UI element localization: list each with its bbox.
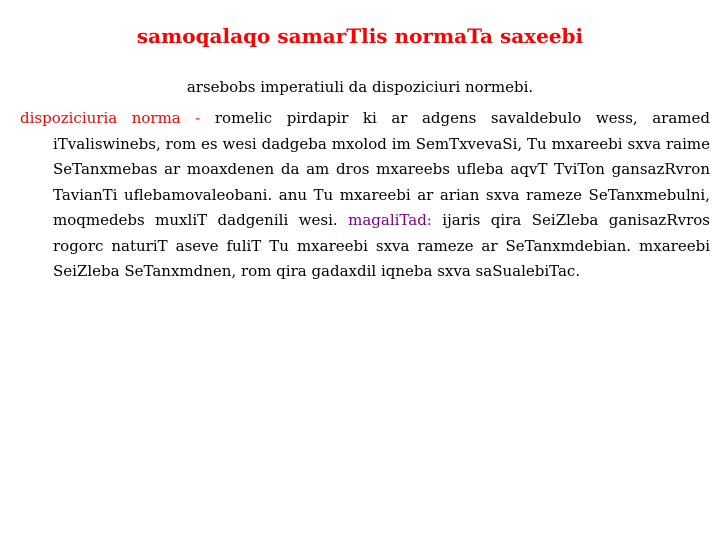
example-label: magaliTad:: [348, 211, 432, 229]
example-text: ijaris qira SeiZleba ganisazRvros rogorc naturiT aseve fuliT Tu mxareebi sxva rameze ar SeTanxmdebian. mxareebi SeiZleba SeTanxmdnen, rom qira gadaxdil iqneba sxva saSualebiTac.: [53, 211, 710, 280]
definition-term: dispoziciuria norma -: [20, 109, 215, 127]
slide-title: samoqalaqo samarTlis normaTa saxeebi: [136, 24, 584, 48]
slide-subtitle: arsebobs imperatiuli da dispoziciuri normebi.: [186, 78, 534, 96]
definition-text: romelic pirdapir ki ar adgens savaldebulo wess, aramed iTvaliswinebs, rom es wesi dadgeba mxolod im SemTxvevaSi, Tu mxareebi sxva raime SeTanxmebas ar moaxdenen da am dros mxareebs ufleba aqvT TviTon gansazRvron TavianTi uflebamovaleobani. anu Tu mxareebi ar arian sxva rameze SeTanxmebulni, moqmedebs muxliT dadgenili wesi.: [53, 109, 710, 229]
definition-paragraph: [20, 106, 710, 285]
